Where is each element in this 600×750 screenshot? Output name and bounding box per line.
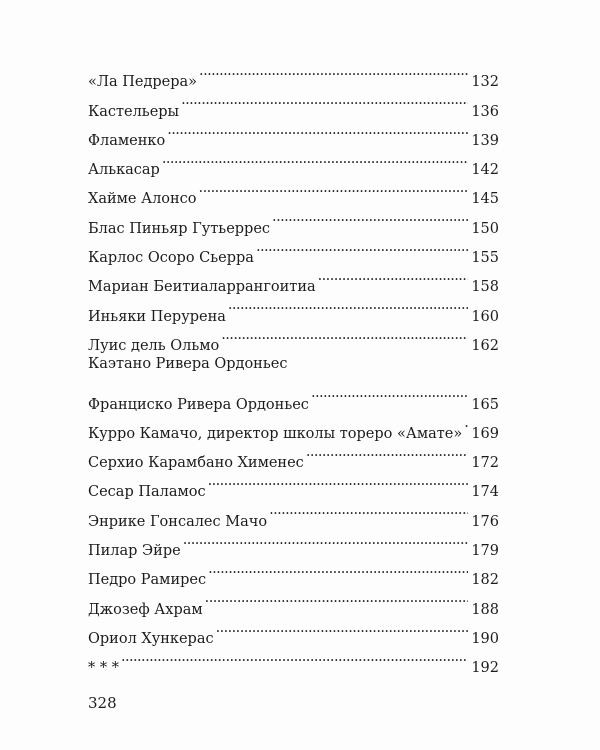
- toc-entry-title: Фламенко: [88, 132, 166, 149]
- toc-entry: [88, 496, 499, 530]
- dot-leader: [167, 116, 468, 145]
- dot-leader: [208, 555, 468, 584]
- toc-entry-title: Сесар Паламос: [88, 484, 206, 501]
- toc-entry-title: Серхио Карамбано Хименес: [88, 455, 304, 472]
- toc-entry-page: 139: [471, 132, 499, 149]
- toc-entry-page: 176: [471, 513, 499, 530]
- toc-entry: [88, 262, 499, 296]
- dot-leader: [205, 584, 469, 613]
- toc-entry-page: 158: [471, 279, 499, 296]
- toc-entry-page: 145: [471, 191, 499, 208]
- toc-entry: [88, 233, 499, 267]
- toc-entry-page: 165: [471, 396, 499, 413]
- toc-entry: [88, 203, 499, 237]
- toc-entry-page: 192: [471, 660, 499, 677]
- toc-entry-page: 150: [471, 220, 499, 237]
- table-of-contents: [88, 57, 499, 677]
- toc-entry-page: 188: [471, 601, 499, 618]
- toc-entry: [88, 116, 499, 149]
- dot-leader: [228, 291, 468, 320]
- toc-entry-title: Карлос Осоро Сьерра: [88, 250, 254, 267]
- dot-leader: [183, 526, 469, 555]
- toc-entry: [88, 321, 499, 354]
- toc-entry-title: Кастельеры: [88, 103, 180, 120]
- toc-entry: [88, 526, 499, 560]
- toc-entry: [88, 643, 499, 677]
- toc-entry-title: Хайме Алонсо: [88, 191, 197, 208]
- dot-leader: [216, 614, 469, 643]
- toc-entry-page: 136: [471, 103, 499, 120]
- toc-entry-title: Энрике Гонсалес Мачо: [88, 513, 268, 530]
- toc-entry-page: 142: [471, 162, 499, 179]
- toc-entry: [88, 86, 499, 120]
- toc-entry-page: 162: [471, 337, 499, 354]
- toc-entry-title: Мариан Беитиаларрангоитиа: [88, 279, 316, 296]
- toc-entry-title: Пилар Эйре: [88, 543, 181, 560]
- dot-leader: [311, 379, 468, 408]
- toc-entry-page: 179: [471, 543, 499, 560]
- toc-entry: [88, 614, 499, 647]
- dot-leader: [221, 321, 468, 350]
- dot-leader: [199, 57, 468, 86]
- toc-entry: [88, 584, 499, 618]
- dot-leader: [162, 145, 468, 174]
- toc-entry: [88, 291, 499, 325]
- toc-entry-title: Луис дель Ольмо: [88, 337, 220, 354]
- dot-leader: [464, 409, 468, 438]
- toc-entry: [88, 350, 499, 413]
- toc-entry-title: Иньяки Перурена: [88, 308, 226, 325]
- dot-leader: [318, 262, 469, 291]
- dot-leader: [269, 496, 468, 525]
- toc-entry-page: 169: [471, 425, 499, 442]
- toc-entry-title-line1: Каэтано Ривера Ордоньес: [88, 355, 288, 372]
- dot-leader: [256, 233, 468, 262]
- toc-entry-title: Блас Пиньяр Гутьеррес: [88, 220, 271, 237]
- dot-leader: [208, 467, 469, 496]
- dot-leader: [199, 174, 469, 203]
- toc-entry-page: 160: [471, 308, 499, 325]
- toc-entry: [88, 174, 499, 208]
- dot-leader: [121, 643, 468, 672]
- toc-entry-page: 174: [471, 484, 499, 501]
- toc-entry: [88, 57, 499, 91]
- toc-entry-title: * * *: [88, 660, 119, 677]
- toc-entry-title: Ориол Хункерас: [88, 630, 214, 647]
- dot-leader: [181, 86, 468, 115]
- toc-entry: [88, 409, 499, 442]
- toc-entry-title: Франциско Ривера Ордоньес: [88, 396, 309, 413]
- toc-entry-title: «Ла Педрера»: [88, 74, 198, 91]
- toc-entry-page: 155: [471, 250, 499, 267]
- toc-entry: [88, 145, 499, 179]
- toc-entry-page: 132: [471, 74, 499, 91]
- toc-entry: [88, 438, 499, 472]
- toc-entry-title: Алькасар: [88, 162, 160, 179]
- toc-entry: [88, 467, 499, 501]
- toc-entry-title: Педро Рамирес: [88, 572, 207, 589]
- toc-entry-title: Джозеф Ахрам: [88, 601, 203, 618]
- toc-entry-page: 190: [471, 630, 499, 647]
- toc-entry-title: Курро Камачо, директор школы тореро «Амате»: [88, 425, 463, 442]
- dot-leader: [272, 203, 468, 232]
- dot-leader: [306, 438, 469, 467]
- page-number: 328: [88, 694, 117, 712]
- toc-entry-page: 182: [471, 572, 499, 589]
- toc-entry-page: 172: [471, 455, 499, 472]
- toc-entry: [88, 555, 499, 589]
